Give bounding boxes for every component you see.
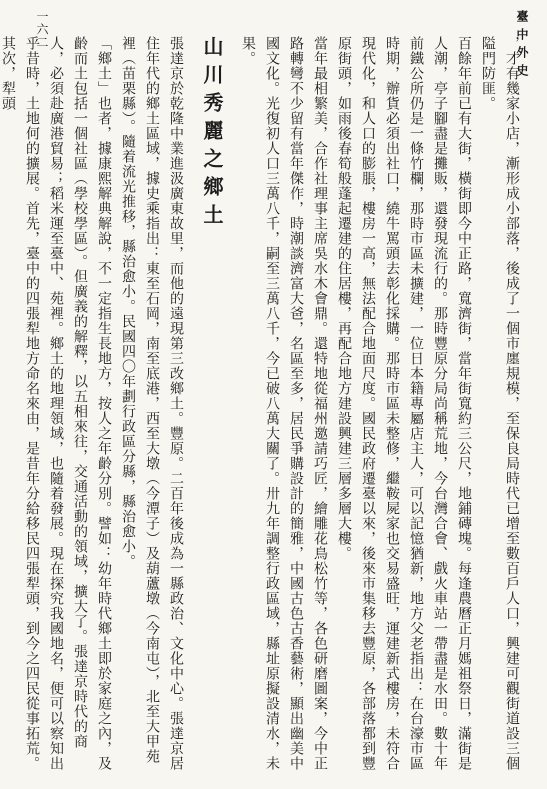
paragraph: 當年最相繁美，合作社理事主席吳水木會鼎。還特地從福州邀請巧匠，繪雕花鳥松竹等，各色研磨圖案，今中正路轉彎不少留有當年傑作，時潮談濟富大爸，名區至多，居民爭購設計的簡雅，中國古色古香藝術，顯出幽美中國文化。光復初人口三萬八千，嗣至三萬八千，今已破八萬大關了。卅九年調整行政區域，縣址原擬設清水，未果。	[240, 36, 328, 771]
main-text	[0, 36, 524, 776]
paragraph: 張達京於乾隆中業進汲廣東故里，而他的遠現第三改鄉土。豐原。二百年後成為一縣政治、文化中心。張達京居住年代的鄉土區域，據史乘指出：東至石岡，南至底港，西至大墩（今潭子）及葫蘆墩（今南屯），北至大甲苑裡（苗栗縣）。隨着流光推移，縣治愈小。民國四〇年劃行政區分縣，縣治愈小。	[120, 36, 184, 771]
section-title: 山川秀麗之鄉土	[200, 36, 224, 232]
paragraph: ，才有幾家小店，漸形成小部落，後成了一個市廛規模，至保良局時代已增至數百戶人口，興建可觀街道設三個隘門防匪。	[480, 36, 520, 771]
page-number: 一六二	[35, 10, 49, 49]
paragraph: 百餘年前已有大街，橫街即今中正路，寬濟街，當年街寬約三公尺，地鋪磚塊。每逢農曆正月媽祖祭日，滿街是人潮，亭子腳盡是攤販，還發現流行的。那時豐原分局尚稱荒地，今台灣合會、戲火車站一帶盡是水田。數十年前鐵公所仍是一條竹欄，那時市區未擴建，一位日本籍專屬店主人，可以記憶猶新，地方父老指出：在台濠市區時期，辦貨必須出社口，繞牛罵頭去彰化採購。那時市區未整修，繼鞍屍家也交易盛旺，運建新式樓房，未符合現代化，和人口的膨脹，樓房一高，無法配合地面尺度。國民政府遷臺以來，後來市集移去豐原，各部落都到豐原街頭，如雨後春筍般蓬起遷建的住居樓，再配合地方建設興建三層多層大樓。	[336, 36, 472, 771]
running-header: 臺中外史	[515, 10, 529, 82]
paragraph: 「鄉土」也者，據康熙解典解說，不一定指生長地方，按人之年齡分別。譬如：幼年時代鄉土即於家庭之內，及齡而土包括一個社區（學校學區）。但廣義的解釋，以五相來往，交通活動的領域，擴大了。張達京時代的商人，必須赴廣港貿易；稻米運至臺中、苑裡。鄉土的地理領域，也隨着發展。現在探究我國地名，便可以察知出乎昔時，土地何的擴展。首先，臺中的四張犁地方命名來由，是昔年分給移民四張犁頭，到今之四民從事拓荒。其次，犁頭	[0, 36, 112, 771]
